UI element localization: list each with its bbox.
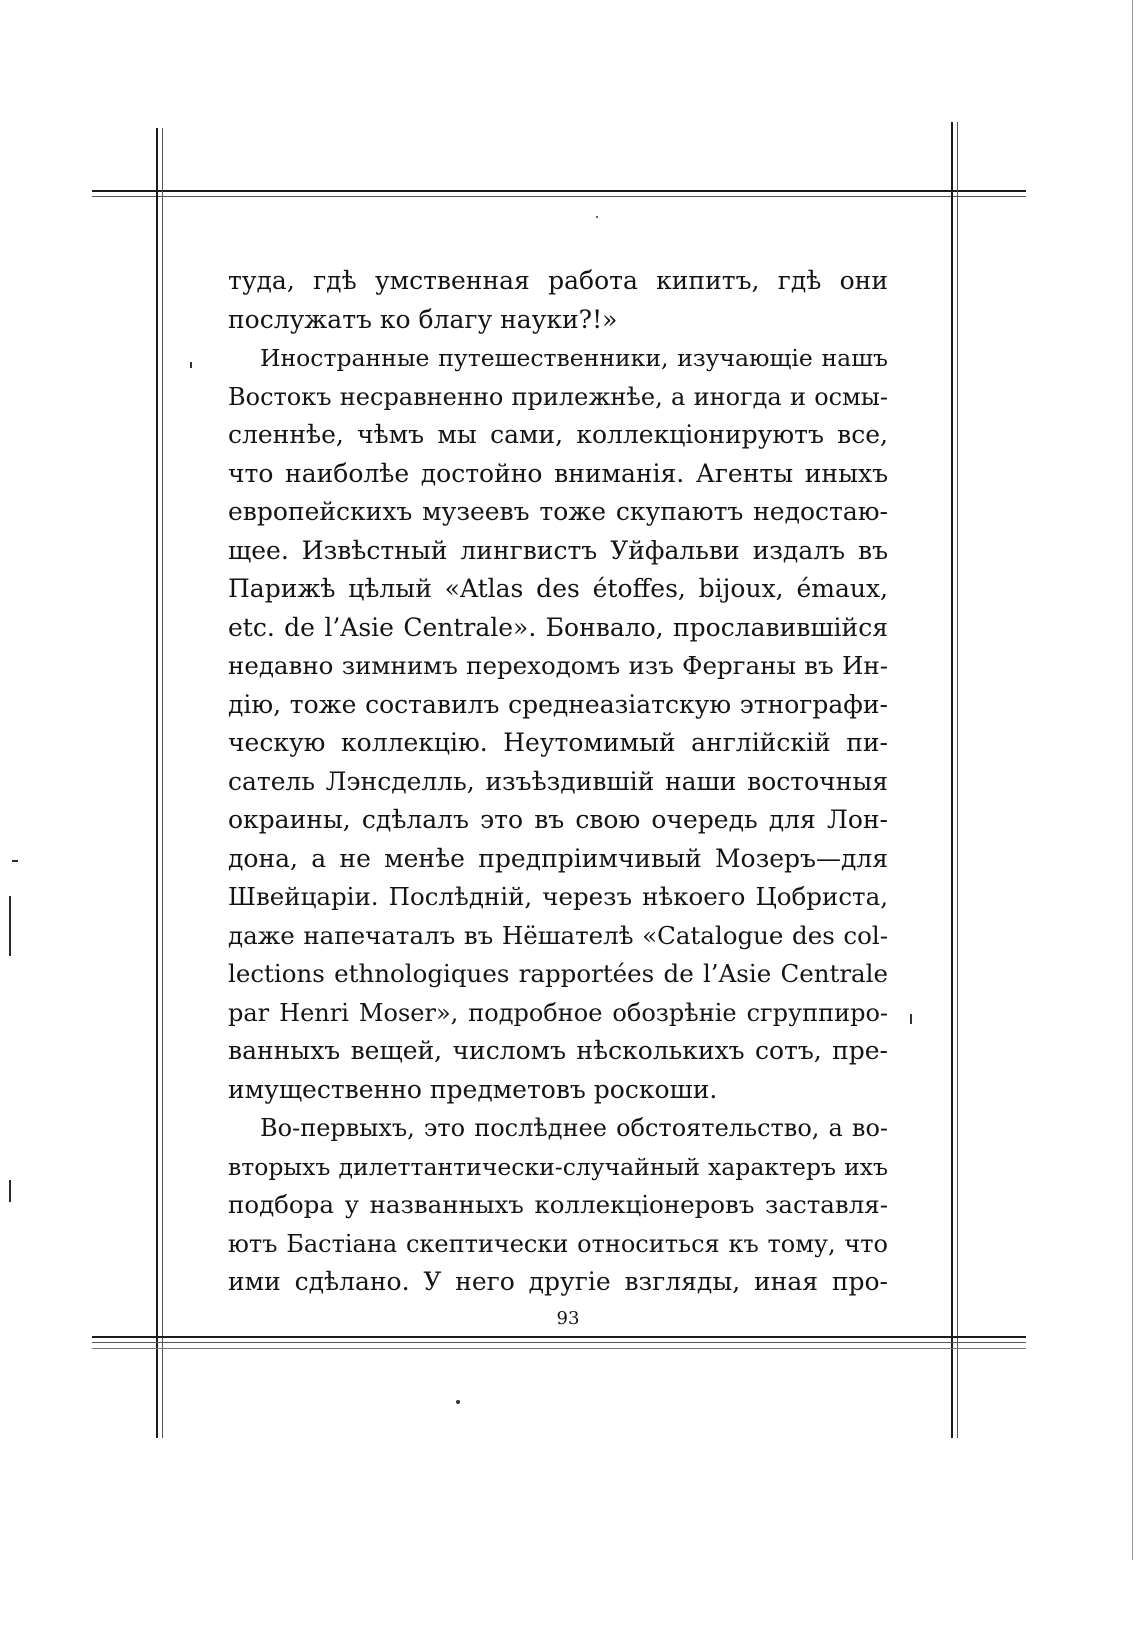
text-line: что наиболѣе достойно вниманія. Агенты иныхъ xyxy=(228,458,888,488)
text-line: европейскихъ музеевъ тоже скупаютъ недостаю- xyxy=(228,497,888,526)
frame-left-rule xyxy=(156,128,158,1438)
page-number: 93 xyxy=(556,1308,580,1329)
text-line: Швейцаріи. Послѣдній, черезъ нѣкоего Цобриста, xyxy=(228,882,888,911)
text-line: дію, тоже составилъ среднеазіатскую этнографи- xyxy=(228,689,888,719)
scan-mark xyxy=(9,1180,11,1202)
page-body-text xyxy=(228,262,888,1302)
scan-mark xyxy=(12,860,18,862)
text-line: щее. Извѣстный лингвистъ Уйфальви издалъ въ xyxy=(228,535,888,565)
frame-right-rule xyxy=(951,122,953,1438)
text-line: ютъ Бастіана скептически относиться къ тому, что xyxy=(228,1229,888,1258)
text-line: Во-первыхъ, это послѣднее обстоятельство, а во- xyxy=(260,1114,888,1142)
text-line: par Henri Moser», подробное обозрѣніе сгруппиро- xyxy=(228,998,888,1027)
frame-right-rule-thin xyxy=(957,122,958,1438)
text-line: сатель Лэнсделль, изъѣздившій наши восточныя xyxy=(228,766,888,796)
text-line: Иностранные путешественники, изучающіе нашъ xyxy=(260,344,888,372)
scan-mark xyxy=(9,896,11,956)
frame-bottom-rule xyxy=(92,1336,1026,1338)
page-edge-rule xyxy=(1132,0,1133,1560)
text-line: дона, а не менѣе предпріимчивый Мозеръ—для xyxy=(228,843,888,873)
text-line: недавно зимнимъ переходомъ изъ Ферганы въ Ин- xyxy=(228,651,888,680)
frame-bottom-rule-thin-2 xyxy=(92,1348,1026,1349)
frame-top-rule xyxy=(92,190,1026,192)
text-line: ческую коллекцію. Неутомимый англійскій пи- xyxy=(228,728,888,757)
frame-left-rule-thin xyxy=(162,128,163,1438)
text-line: подбора у названныхъ коллекціонеровъ заставля- xyxy=(228,1190,888,1219)
text-line: Парижѣ цѣлый «Atlas des étoffes, bijoux, émaux, xyxy=(228,574,888,603)
scan-dot xyxy=(596,216,598,218)
text-line: туда, гдѣ умственная работа кипитъ, гдѣ они xyxy=(228,266,888,295)
text-line: послужатъ ко благу науки?!» xyxy=(228,304,618,334)
text-line: имущественно предметовъ роскоши. xyxy=(228,1074,718,1104)
frame-bottom-rule-thin xyxy=(92,1342,1026,1343)
text-line: lections ethnologiques rapportées de l’Asie Centrale xyxy=(228,959,888,988)
text-line: ванныхъ вещей, числомъ нѣсколькихъ сотъ, пре- xyxy=(228,1036,888,1065)
scan-dot xyxy=(456,1400,460,1404)
text-line: окраины, сдѣлалъ это въ свою очередь для Лон- xyxy=(228,805,888,834)
text-line: Востокъ несравненно прилежнѣе, а иногда и осмы- xyxy=(228,382,888,411)
text-line: вторыхъ дилеттантически-случайный характеръ ихъ xyxy=(228,1152,888,1181)
scan-dot xyxy=(190,362,192,368)
scan-dot xyxy=(910,1014,912,1024)
text-line: etc. de l’Asie Centrale». Бонвало, прославившійся xyxy=(228,612,888,642)
text-line: даже напечаталъ въ Нёшателѣ «Catalogue des col- xyxy=(228,920,888,950)
frame-top-rule-thin xyxy=(92,196,1026,197)
text-line: сленнѣе, чѣмъ мы сами, коллекціонируютъ все, xyxy=(228,420,888,449)
text-line: ими сдѣлано. У него другіе взгляды, иная про- xyxy=(228,1267,888,1296)
